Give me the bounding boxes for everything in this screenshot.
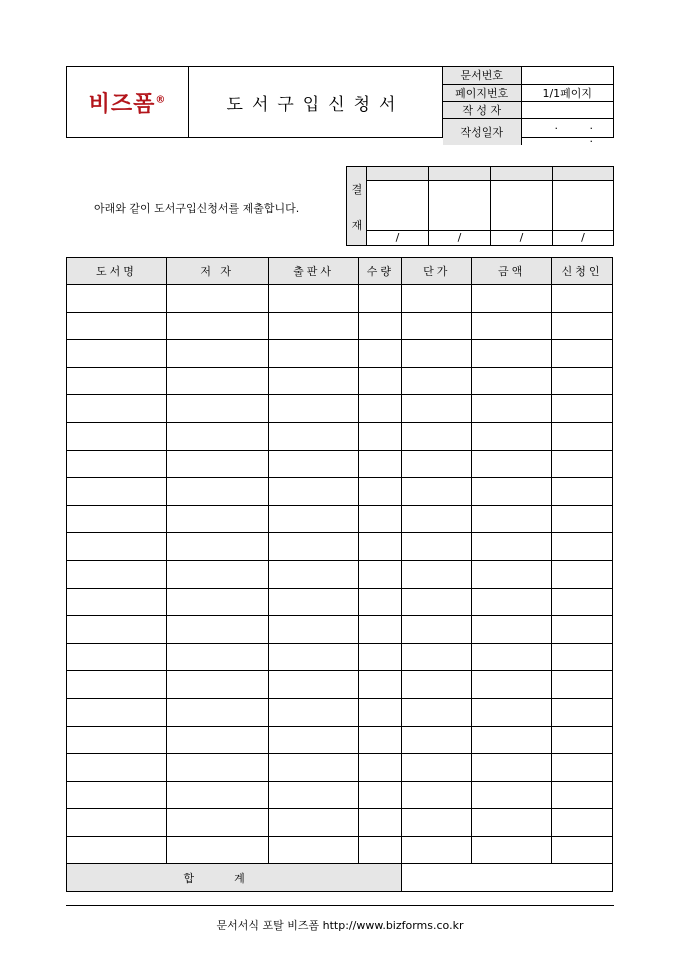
approval-slot[interactable] (367, 167, 429, 245)
column-header-author: 저 자 (166, 258, 268, 285)
applicant-cell[interactable] (552, 367, 613, 395)
author-cell[interactable] (166, 781, 268, 809)
table-row (67, 588, 613, 616)
author-value[interactable] (521, 101, 613, 118)
title-cell[interactable] (67, 395, 167, 423)
amount-cell[interactable] (472, 698, 552, 726)
title-cell[interactable] (67, 533, 167, 561)
table-row (67, 478, 613, 506)
quantity-cell[interactable] (359, 616, 402, 644)
author-cell[interactable] (166, 616, 268, 644)
unit-price-cell[interactable] (402, 340, 472, 368)
amount-cell[interactable] (472, 643, 552, 671)
table-row (67, 616, 613, 644)
applicant-cell[interactable] (552, 505, 613, 533)
quantity-cell[interactable] (359, 643, 402, 671)
publisher-cell[interactable] (268, 505, 359, 533)
unit-price-cell[interactable] (402, 781, 472, 809)
amount-cell[interactable] (472, 395, 552, 423)
table-row (67, 533, 613, 561)
unit-price-cell[interactable] (402, 809, 472, 837)
approval-slot[interactable] (553, 167, 613, 245)
quantity-cell[interactable] (359, 588, 402, 616)
author-cell[interactable] (166, 312, 268, 340)
author-cell[interactable] (166, 340, 268, 368)
author-cell[interactable] (166, 395, 268, 423)
title-cell[interactable] (67, 836, 167, 864)
quantity-cell[interactable] (359, 698, 402, 726)
publisher-cell[interactable] (268, 395, 359, 423)
unit-price-cell[interactable] (402, 285, 472, 313)
publisher-cell[interactable] (268, 698, 359, 726)
table-row (67, 671, 613, 699)
table-row (67, 367, 613, 395)
author-cell[interactable] (166, 505, 268, 533)
column-header-publisher: 출판사 (268, 258, 359, 285)
applicant-cell[interactable] (552, 478, 613, 506)
table-row (67, 754, 613, 782)
approval-label (347, 167, 367, 245)
unit-price-cell[interactable] (402, 312, 472, 340)
publisher-cell[interactable] (268, 809, 359, 837)
amount-cell[interactable] (472, 616, 552, 644)
table-row (67, 312, 613, 340)
applicant-cell[interactable] (552, 422, 613, 450)
approval-label-bottom: 재 (351, 219, 363, 232)
title-cell[interactable] (67, 809, 167, 837)
amount-cell[interactable] (472, 671, 552, 699)
unit-price-cell[interactable] (402, 505, 472, 533)
amount-cell[interactable] (472, 533, 552, 561)
title-cell[interactable] (67, 367, 167, 395)
amount-cell[interactable] (472, 312, 552, 340)
title-cell (189, 67, 443, 137)
author-cell[interactable] (166, 533, 268, 561)
unit-price-cell[interactable] (402, 422, 472, 450)
table-row (67, 781, 613, 809)
publisher-cell[interactable] (268, 754, 359, 782)
document-info-table (443, 67, 613, 145)
author-cell[interactable] (166, 560, 268, 588)
author-cell[interactable] (166, 478, 268, 506)
title-cell[interactable] (67, 422, 167, 450)
unit-price-cell[interactable] (402, 478, 472, 506)
title-cell[interactable] (67, 781, 167, 809)
title-cell[interactable] (67, 478, 167, 506)
title-cell[interactable] (67, 671, 167, 699)
table-row (67, 340, 613, 368)
approval-slot-date: / (367, 230, 428, 245)
approval-slot-date: / (429, 230, 490, 245)
doc-number-value[interactable] (521, 67, 613, 84)
quantity-cell[interactable] (359, 754, 402, 782)
unit-price-cell[interactable] (402, 395, 472, 423)
amount-cell[interactable] (472, 285, 552, 313)
date-label: 작성일자 (443, 118, 521, 145)
publisher-cell[interactable] (268, 450, 359, 478)
quantity-cell[interactable] (359, 560, 402, 588)
amount-cell[interactable] (472, 478, 552, 506)
publisher-cell[interactable] (268, 367, 359, 395)
applicant-cell[interactable] (552, 754, 613, 782)
unit-price-cell[interactable] (402, 643, 472, 671)
title-cell[interactable] (67, 698, 167, 726)
quantity-cell[interactable] (359, 809, 402, 837)
quantity-cell[interactable] (359, 781, 402, 809)
approval-slot-date: / (491, 230, 552, 245)
column-header-amount: 금액 (472, 258, 552, 285)
unit-price-cell[interactable] (402, 588, 472, 616)
applicant-cell[interactable] (552, 671, 613, 699)
approval-slot-title (429, 167, 490, 181)
logo-cell (67, 67, 189, 137)
approval-label-top: 결 (351, 183, 363, 196)
applicant-cell[interactable] (552, 698, 613, 726)
unit-price-cell[interactable] (402, 616, 472, 644)
page-number-value: 1/1페이지 (521, 84, 613, 101)
book-request-table (66, 257, 613, 892)
title-cell[interactable] (67, 505, 167, 533)
intro-text: 아래와 같이 도서구입신청서를 제출합니다. (94, 202, 300, 215)
applicant-cell[interactable] (552, 643, 613, 671)
amount-cell[interactable] (472, 754, 552, 782)
unit-price-cell[interactable] (402, 698, 472, 726)
title-cell[interactable] (67, 285, 167, 313)
approval-slot[interactable] (491, 167, 553, 245)
table-row (67, 836, 613, 864)
applicant-cell[interactable] (552, 285, 613, 313)
column-header-quantity: 수량 (359, 258, 402, 285)
unit-price-cell[interactable] (402, 836, 472, 864)
author-cell[interactable] (166, 422, 268, 450)
title-cell[interactable] (67, 560, 167, 588)
page-number-label: 페이지번호 (443, 84, 521, 101)
quantity-cell[interactable] (359, 422, 402, 450)
footer-text: 문서서식 포탈 비즈폼 http://www.bizforms.co.kr (216, 919, 464, 932)
applicant-cell[interactable] (552, 450, 613, 478)
publisher-cell[interactable] (268, 643, 359, 671)
table-row (67, 809, 613, 837)
unit-price-cell[interactable] (402, 754, 472, 782)
footer-divider (66, 905, 614, 906)
table-row (67, 285, 613, 313)
amount-cell[interactable] (472, 367, 552, 395)
approval-slot[interactable] (429, 167, 491, 245)
publisher-cell[interactable] (268, 422, 359, 450)
title-cell[interactable] (67, 643, 167, 671)
author-cell[interactable] (166, 285, 268, 313)
amount-cell[interactable] (472, 340, 552, 368)
publisher-cell[interactable] (268, 560, 359, 588)
publisher-cell[interactable] (268, 312, 359, 340)
title-cell[interactable] (67, 754, 167, 782)
bizforms-logo: 비즈폼® (88, 91, 167, 117)
amount-cell[interactable] (472, 505, 552, 533)
unit-price-cell[interactable] (402, 450, 472, 478)
approval-slot-date: / (553, 230, 613, 245)
approval-slot-title (491, 167, 552, 181)
publisher-cell[interactable] (268, 781, 359, 809)
title-cell[interactable] (67, 450, 167, 478)
quantity-cell[interactable] (359, 285, 402, 313)
quantity-cell[interactable] (359, 340, 402, 368)
amount-cell[interactable] (472, 836, 552, 864)
table-row (67, 560, 613, 588)
title-cell[interactable] (67, 312, 167, 340)
applicant-cell[interactable] (552, 395, 613, 423)
table-row (67, 505, 613, 533)
applicant-cell[interactable] (552, 809, 613, 837)
applicant-cell[interactable] (552, 533, 613, 561)
publisher-cell[interactable] (268, 285, 359, 313)
quantity-cell[interactable] (359, 312, 402, 340)
author-cell[interactable] (166, 809, 268, 837)
author-cell[interactable] (166, 588, 268, 616)
applicant-cell[interactable] (552, 312, 613, 340)
amount-cell[interactable] (472, 809, 552, 837)
column-header-applicant: 신청인 (552, 258, 613, 285)
table-row (67, 726, 613, 754)
author-cell[interactable] (166, 698, 268, 726)
author-cell[interactable] (166, 754, 268, 782)
total-value[interactable] (402, 864, 613, 892)
approval-slot-title (553, 167, 613, 181)
unit-price-cell[interactable] (402, 560, 472, 588)
author-cell[interactable] (166, 643, 268, 671)
date-value[interactable]: . . . (554, 118, 607, 145)
quantity-cell[interactable] (359, 450, 402, 478)
applicant-cell[interactable] (552, 588, 613, 616)
quantity-cell[interactable] (359, 533, 402, 561)
doc-number-label: 문서번호 (443, 67, 521, 84)
publisher-cell[interactable] (268, 588, 359, 616)
page-title: 도서구입신청서 (226, 94, 405, 115)
table-row (67, 450, 613, 478)
amount-cell[interactable] (472, 450, 552, 478)
publisher-cell[interactable] (268, 533, 359, 561)
amount-cell[interactable] (472, 726, 552, 754)
author-label: 작 성 자 (443, 101, 521, 118)
quantity-cell[interactable] (359, 505, 402, 533)
applicant-cell[interactable] (552, 616, 613, 644)
author-cell[interactable] (166, 367, 268, 395)
approval-slot-title (367, 167, 428, 181)
quantity-cell[interactable] (359, 395, 402, 423)
author-cell[interactable] (166, 671, 268, 699)
amount-cell[interactable] (472, 588, 552, 616)
applicant-cell[interactable] (552, 726, 613, 754)
publisher-cell[interactable] (268, 340, 359, 368)
author-cell[interactable] (166, 450, 268, 478)
publisher-cell[interactable] (268, 478, 359, 506)
publisher-cell[interactable] (268, 836, 359, 864)
quantity-cell[interactable] (359, 367, 402, 395)
amount-cell[interactable] (472, 560, 552, 588)
unit-price-cell[interactable] (402, 671, 472, 699)
applicant-cell[interactable] (552, 781, 613, 809)
publisher-cell[interactable] (268, 616, 359, 644)
approval-box (346, 166, 614, 246)
publisher-cell[interactable] (268, 671, 359, 699)
table-row (67, 698, 613, 726)
table-header-row (67, 258, 613, 285)
applicant-cell[interactable] (552, 836, 613, 864)
unit-price-cell[interactable] (402, 367, 472, 395)
title-cell[interactable] (67, 340, 167, 368)
table-row (67, 422, 613, 450)
title-cell[interactable] (67, 616, 167, 644)
amount-cell[interactable] (472, 422, 552, 450)
table-row (67, 643, 613, 671)
amount-cell[interactable] (472, 781, 552, 809)
column-header-unit-price: 단가 (402, 258, 472, 285)
author-cell[interactable] (166, 836, 268, 864)
author-cell[interactable] (166, 726, 268, 754)
applicant-cell[interactable] (552, 560, 613, 588)
applicant-cell[interactable] (552, 340, 613, 368)
quantity-cell[interactable] (359, 726, 402, 754)
document-header (66, 66, 614, 145)
quantity-cell[interactable] (359, 671, 402, 699)
unit-price-cell[interactable] (402, 726, 472, 754)
title-cell[interactable] (67, 588, 167, 616)
table-row (67, 395, 613, 423)
quantity-cell[interactable] (359, 478, 402, 506)
total-label: 합계 (67, 864, 402, 892)
unit-price-cell[interactable] (402, 533, 472, 561)
title-cell[interactable] (67, 726, 167, 754)
quantity-cell[interactable] (359, 836, 402, 864)
column-header-title: 도서명 (67, 258, 167, 285)
publisher-cell[interactable] (268, 726, 359, 754)
total-row (67, 864, 613, 892)
